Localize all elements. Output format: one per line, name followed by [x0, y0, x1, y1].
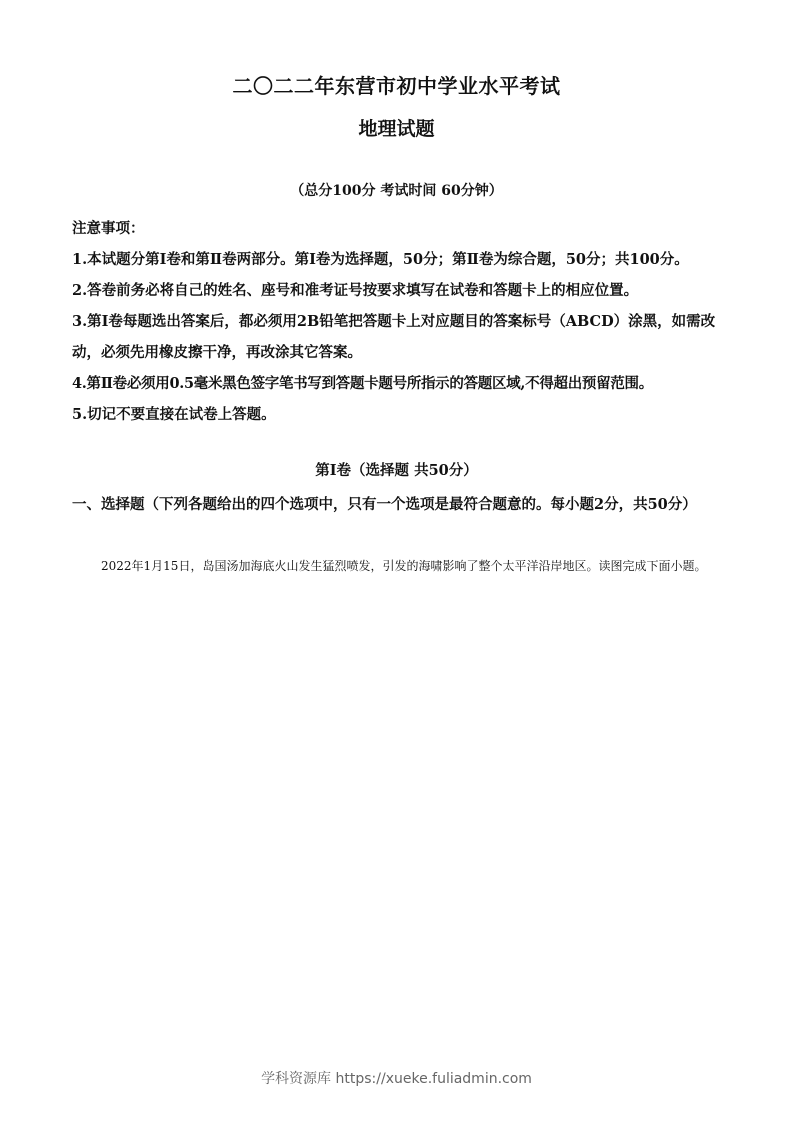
section-instruction: 一、选择题（下列各题给出的四个选项中，只有一个选项是最符合题意的。每小题2分，共50分）: [72, 496, 697, 513]
note-item-4: 4.第Ⅱ卷必须用0.5毫米黑色签字笔书写到答题卡题号所指示的答题区域,不得超出预留范围。: [72, 375, 653, 392]
exam-title: 二〇二二年东营市初中学业水平考试: [232, 74, 561, 98]
notes-heading: 注意事项：: [72, 220, 145, 237]
note-item-1: 1.本试题分第Ⅰ卷和第Ⅱ卷两部分。第Ⅰ卷为选择题，50分；第Ⅱ卷为综合题，50分；共100分。: [72, 251, 689, 268]
subject-title: 地理试题: [358, 118, 435, 140]
exam-info: （总分100分 考试时间 60分钟）: [290, 183, 503, 199]
question-intro: 2022年1月15日，岛国汤加海底火山发生猛烈喷发，引发的海啸影响了整个太平洋沿岸地区。读图完成下面小题。: [101, 559, 707, 573]
section-title: 第Ⅰ卷（选择题 共50分）: [315, 462, 478, 479]
note-item-3: 3.第Ⅰ卷每题选出答案后，都必须用2B铅笔把答题卡上对应题目的答案标号（ABCD）涂黑，如需改动，必须先用橡皮擦干净，再改涂其它答案。: [72, 313, 716, 361]
notes-section: [72, 213, 732, 430]
note-item-5: 5.切记不要直接在试卷上答题。: [72, 406, 276, 423]
note-item-2: 2.答卷前务必将自己的姓名、座号和准考证号按要求填写在试卷和答题卡上的相应位置。: [72, 282, 639, 299]
footer-watermark: 学科资源库 https://xueke.fuliadmin.com: [261, 1071, 532, 1087]
